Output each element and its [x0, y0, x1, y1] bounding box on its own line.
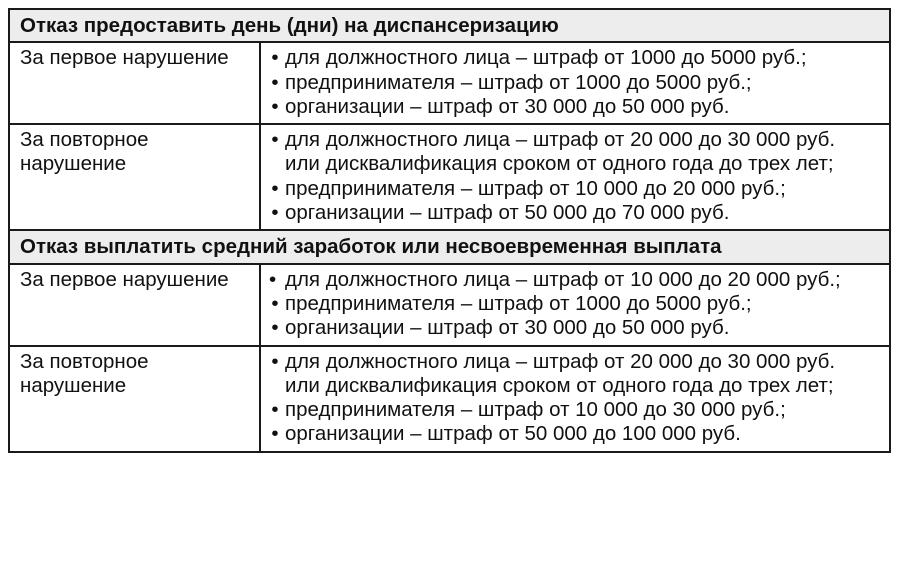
penalty-item: • предпринимателя – штраф от 10 000 до 20 000 руб.;	[268, 177, 875, 201]
bullet-icon: •	[271, 46, 279, 70]
bullet-icon: •	[271, 176, 279, 200]
bullet-icon: •	[271, 70, 279, 94]
violation-cell: За первое нарушение	[9, 42, 260, 124]
penalty-item: • организации – штраф от 30 000 до 50 000 руб.	[268, 316, 875, 340]
section-title: Отказ выплатить средний заработок или несвоевременная выплата	[9, 230, 890, 263]
penalty-cell	[260, 346, 890, 452]
penalty-cell	[260, 124, 890, 230]
penalty-item: • для должностного лица – штраф от 20 000 до 30 000 руб. или дисквалификация сроком от одного года до трех лет;	[268, 350, 875, 399]
table-row	[9, 124, 890, 230]
penalty-item: • организации – штраф от 30 000 до 50 000 руб.	[268, 95, 875, 119]
penalty-item: • для должностного лица – штраф от 20 000 до 30 000 руб. или дисквалификация сроком от одного года до трех лет;	[268, 128, 875, 177]
table-row	[9, 264, 890, 346]
section-title: Отказ предоставить день (дни) на диспансеризацию	[9, 9, 890, 42]
bullet-icon: •	[271, 422, 279, 446]
bullet-icon: •	[271, 316, 279, 340]
section-header	[9, 9, 890, 42]
section-header	[9, 230, 890, 263]
bullet-icon: •	[271, 128, 279, 152]
penalty-list	[268, 350, 875, 447]
penalty-cell	[260, 264, 890, 346]
penalty-list	[268, 128, 875, 225]
penalty-item: • для должностного лица – штраф от 10 000 до 20 000 руб.;	[269, 267, 841, 291]
violation-cell: За повторное нарушение	[9, 124, 260, 230]
penalty-list	[268, 46, 875, 119]
table-row	[9, 42, 890, 124]
bullet-icon: •	[271, 398, 279, 422]
penalty-item: • предпринимателя – штраф от 1000 до 5000 руб.;	[268, 292, 875, 316]
bullet-icon: •	[271, 291, 279, 315]
penalty-item: • предпринимателя – штраф от 10 000 до 30 000 руб.;	[268, 398, 875, 422]
bullet-icon: •	[271, 201, 279, 225]
penalty-item: • организации – штраф от 50 000 до 70 000 руб.	[268, 201, 875, 225]
penalty-item: • организации – штраф от 50 000 до 100 000 руб.	[268, 422, 875, 446]
penalty-table	[8, 8, 891, 453]
penalty-list	[268, 268, 875, 341]
penalty-item: • предпринимателя – штраф от 1000 до 5000 руб.;	[268, 71, 875, 95]
penalty-item: • для должностного лица – штраф от 1000 до 5000 руб.;	[268, 46, 875, 70]
penalty-cell	[260, 42, 890, 124]
violation-cell: За первое нарушение	[9, 264, 260, 346]
bullet-icon: •	[271, 94, 279, 118]
bullet-icon: •	[269, 267, 277, 291]
violation-cell: За повторное нарушение	[9, 346, 260, 452]
table-row	[9, 346, 890, 452]
bullet-icon: •	[271, 349, 279, 373]
